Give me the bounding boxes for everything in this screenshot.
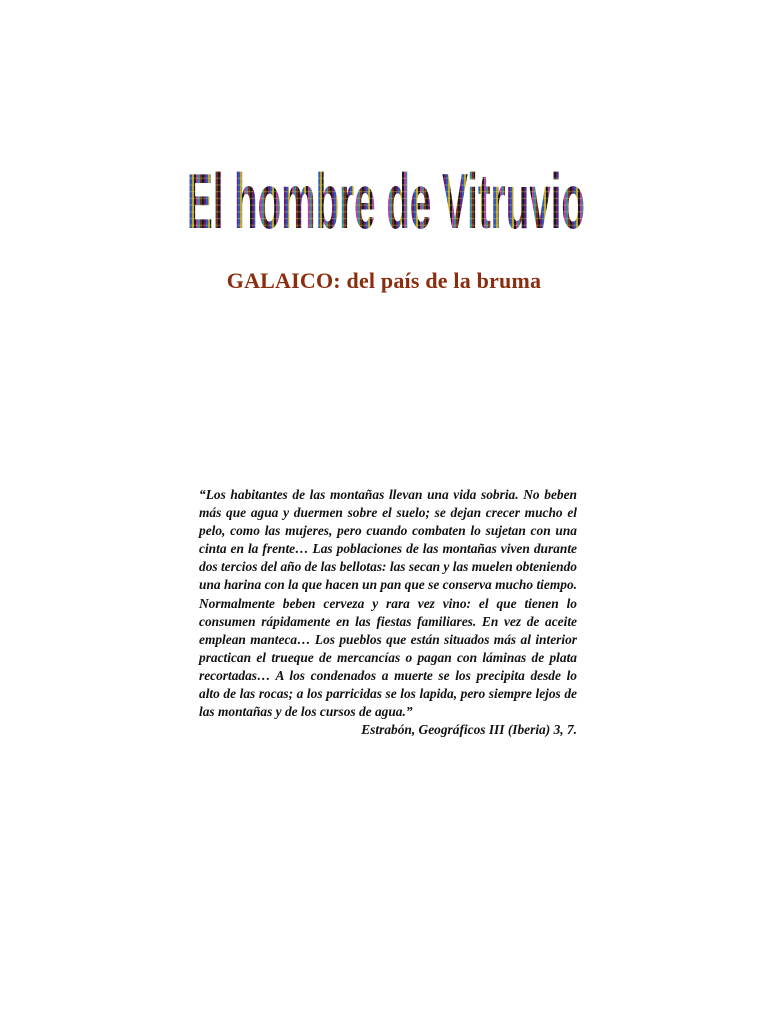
subtitle: GALAICO: del país de la bruma <box>226 268 542 293</box>
wordart-title <box>186 162 586 240</box>
quote-block <box>199 486 577 739</box>
quote-citation: Estrabón, Geográficos III (Iberia) 3, 7. <box>361 722 577 738</box>
quote-text: “Los habitantes de las montañas llevan una vida sobria. No beben más que agua y duermen sobre el suelo; se dejan crecer mucho el pelo, como las mujeres, pero cuando combaten lo sujetan con una cinta en la frente… Las poblaciones de las montañas viven durante dos tercios del año de las bellotas: las secan y las muelen obteniendo una harina con la que hacen un pan que se conserva mucho tiempo. Normalmente beben cerveza y rara vez vino: el que tienen lo consumen rápidamente en las fiestas familiares. En vez de aceite emplean manteca… Los pueblos que están situados más al interior practican el trueque de mercancías o pagan con láminas de plata recortadas… A los condenados a muerte se los precipita desde lo alto de las rocas; a los parricidas se los lapida, pero siempre lejos de las montañas y de los cursos de agua.” <box>199 487 577 720</box>
wordart-title-text: El hombre de Vitruvio <box>187 162 586 240</box>
wordart-title-graphic <box>186 162 586 240</box>
